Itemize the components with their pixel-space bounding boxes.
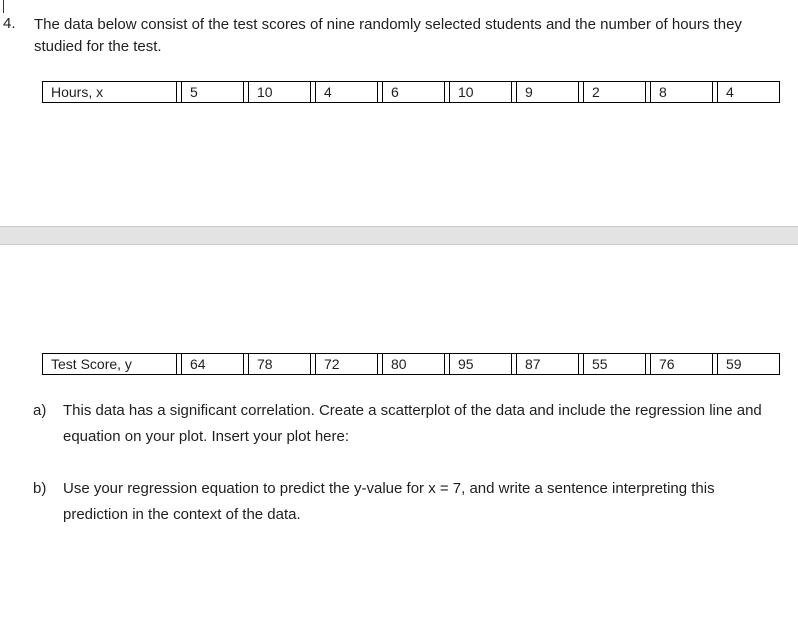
score-value-cell: 72 [315, 353, 378, 375]
hours-value-cell: 4 [315, 81, 378, 103]
hours-value-cell: 2 [583, 81, 646, 103]
part-a-text: This data has a significant correlation. Create a scatterplot of the data and include the regression line and equation on your plot. Insert your plot here: [63, 402, 762, 445]
table-row [42, 353, 780, 375]
score-value-cell: 80 [382, 353, 445, 375]
text-cursor [3, 0, 4, 13]
question-number: 4. [3, 15, 16, 32]
table-row [42, 81, 780, 103]
hours-value-cell: 9 [516, 81, 579, 103]
score-label-cell: Test Score, y [42, 353, 177, 375]
score-value-cell: 95 [449, 353, 512, 375]
hours-value-cell: 6 [382, 81, 445, 103]
part-a-label: a) [33, 402, 47, 419]
score-value-cell: 87 [516, 353, 579, 375]
score-value-cell: 78 [248, 353, 311, 375]
hours-value-cell: 5 [181, 81, 244, 103]
page-break-divider [0, 226, 798, 245]
hours-table [42, 81, 780, 103]
hours-value-cell: 4 [717, 81, 780, 103]
hours-label-cell: Hours, x [42, 81, 177, 103]
hours-value-cell: 10 [449, 81, 512, 103]
hours-value-cell: 10 [248, 81, 311, 103]
score-value-cell: 59 [717, 353, 780, 375]
score-value-cell: 76 [650, 353, 713, 375]
part-b-label: b) [33, 480, 47, 497]
hours-value-cell: 8 [650, 81, 713, 103]
score-table [42, 353, 780, 375]
part-b-text: Use your regression equation to predict the y-value for x = 7, and write a sentence interpreting this prediction in the context of the data. [63, 480, 715, 523]
score-value-cell: 55 [583, 353, 646, 375]
question-text: The data below consist of the test scores of nine randomly selected students and the number of hours they studied for the test. [34, 16, 742, 55]
score-value-cell: 64 [181, 353, 244, 375]
